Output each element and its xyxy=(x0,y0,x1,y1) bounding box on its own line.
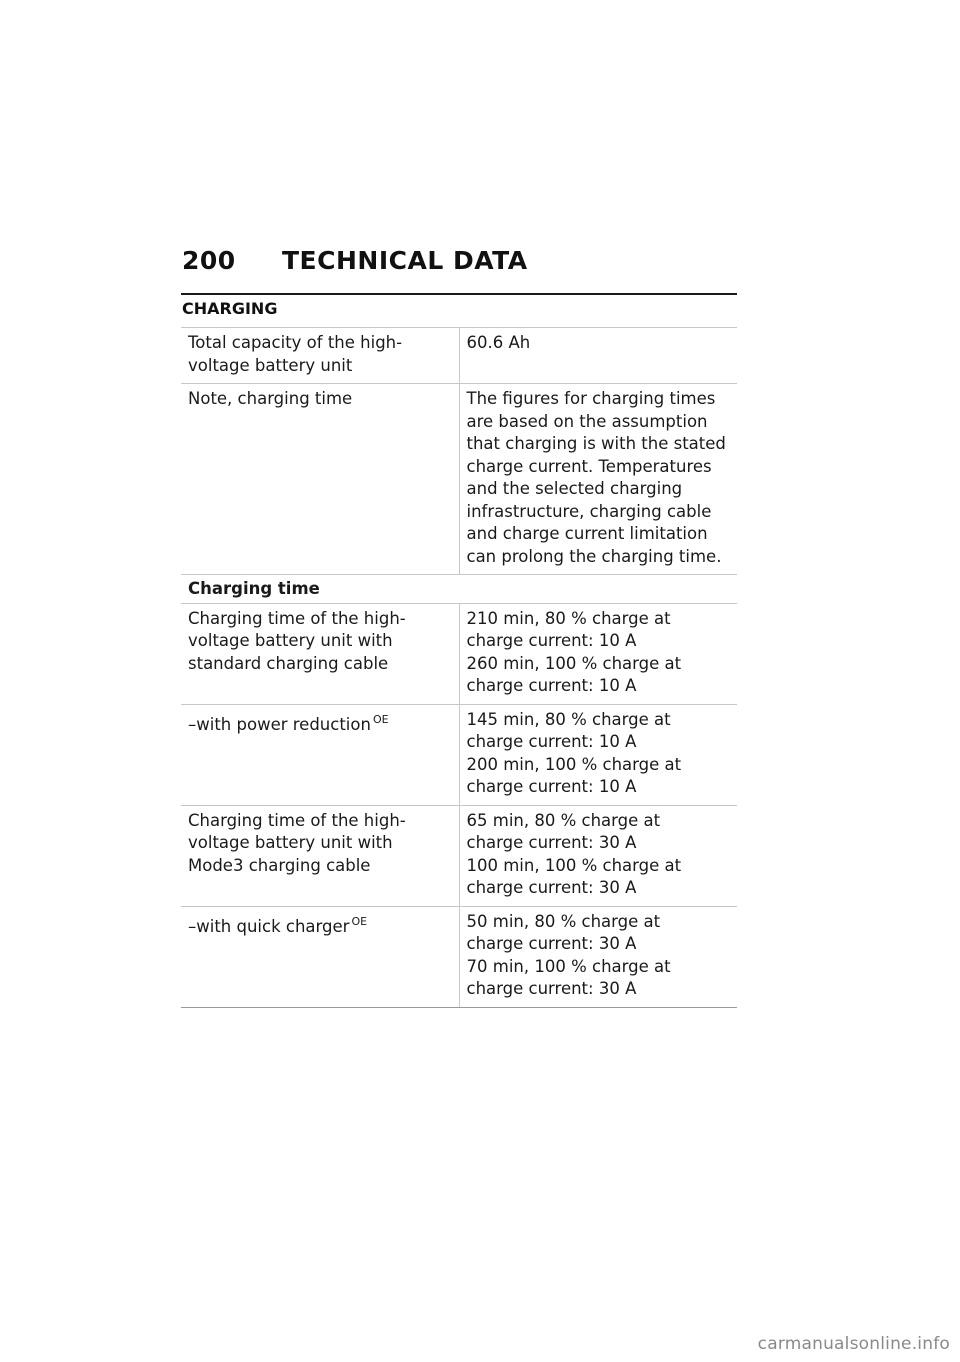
table-row xyxy=(181,805,737,906)
page-header xyxy=(182,244,737,278)
value-line: 200 min, 100 % charge at xyxy=(466,754,682,774)
row-label-text: –with power reduction xyxy=(188,714,371,734)
row-value xyxy=(459,603,737,704)
value-line: charge current: 10 A xyxy=(466,676,637,695)
value-line: 65 min, 80 % charge at xyxy=(466,810,661,830)
value-line: charge current: 30 A xyxy=(466,979,637,998)
value-line: 210 min, 80 % charge at xyxy=(466,608,671,628)
value-line: 100 min, 100 % charge at xyxy=(466,855,682,875)
group-heading: Charging time xyxy=(181,575,737,604)
value-line: charge current: 10 A xyxy=(466,732,637,751)
table-row xyxy=(181,328,737,384)
value-line: charge current: 30 A xyxy=(466,878,637,897)
table-row xyxy=(181,603,737,704)
optional-equipment-mark: OE xyxy=(372,712,389,726)
row-label xyxy=(181,906,459,1007)
value-line: 145 min, 80 % charge at xyxy=(466,709,671,729)
row-value: The figures for charging times are based on the assumption that charging is with the stated charge current. Temperatures and the selected charging infrastructure, charging cable and charge current limitation can prolong the charging time. xyxy=(459,384,737,575)
subsection-title: CHARGING xyxy=(182,299,278,318)
table-row xyxy=(181,384,737,575)
value-line: charge current: 10 A xyxy=(466,777,637,796)
section-title: TECHNICAL DATA xyxy=(282,246,528,275)
row-label: Total capacity of the high-voltage battery unit xyxy=(181,328,459,384)
table-row xyxy=(181,906,737,1007)
page-number: 200 xyxy=(182,246,236,275)
optional-equipment-mark: OE xyxy=(351,914,368,928)
row-label: Note, charging time xyxy=(181,384,459,575)
charging-spec-table xyxy=(181,327,737,1008)
value-line: 70 min, 100 % charge at xyxy=(466,956,671,976)
row-value xyxy=(459,906,737,1007)
header-divider xyxy=(181,293,737,295)
row-label-text: –with quick charger xyxy=(188,916,350,936)
row-value: 60.6 Ah xyxy=(459,328,737,384)
value-line: charge current: 10 A xyxy=(466,631,637,650)
value-line: charge current: 30 A xyxy=(466,934,637,953)
watermark-link[interactable]: carmanualsonline.info xyxy=(757,1334,950,1354)
row-label: Charging time of the high-voltage battery unit with Mode3 charging cable xyxy=(181,805,459,906)
row-value xyxy=(459,805,737,906)
value-line: 50 min, 80 % charge at xyxy=(466,911,661,931)
group-row xyxy=(181,575,737,604)
row-label: Charging time of the high-voltage battery unit with standard charging cable xyxy=(181,603,459,704)
row-value xyxy=(459,704,737,805)
value-line: 260 min, 100 % charge at xyxy=(466,653,682,673)
row-label xyxy=(181,704,459,805)
value-line: charge current: 30 A xyxy=(466,833,637,852)
table-row xyxy=(181,704,737,805)
